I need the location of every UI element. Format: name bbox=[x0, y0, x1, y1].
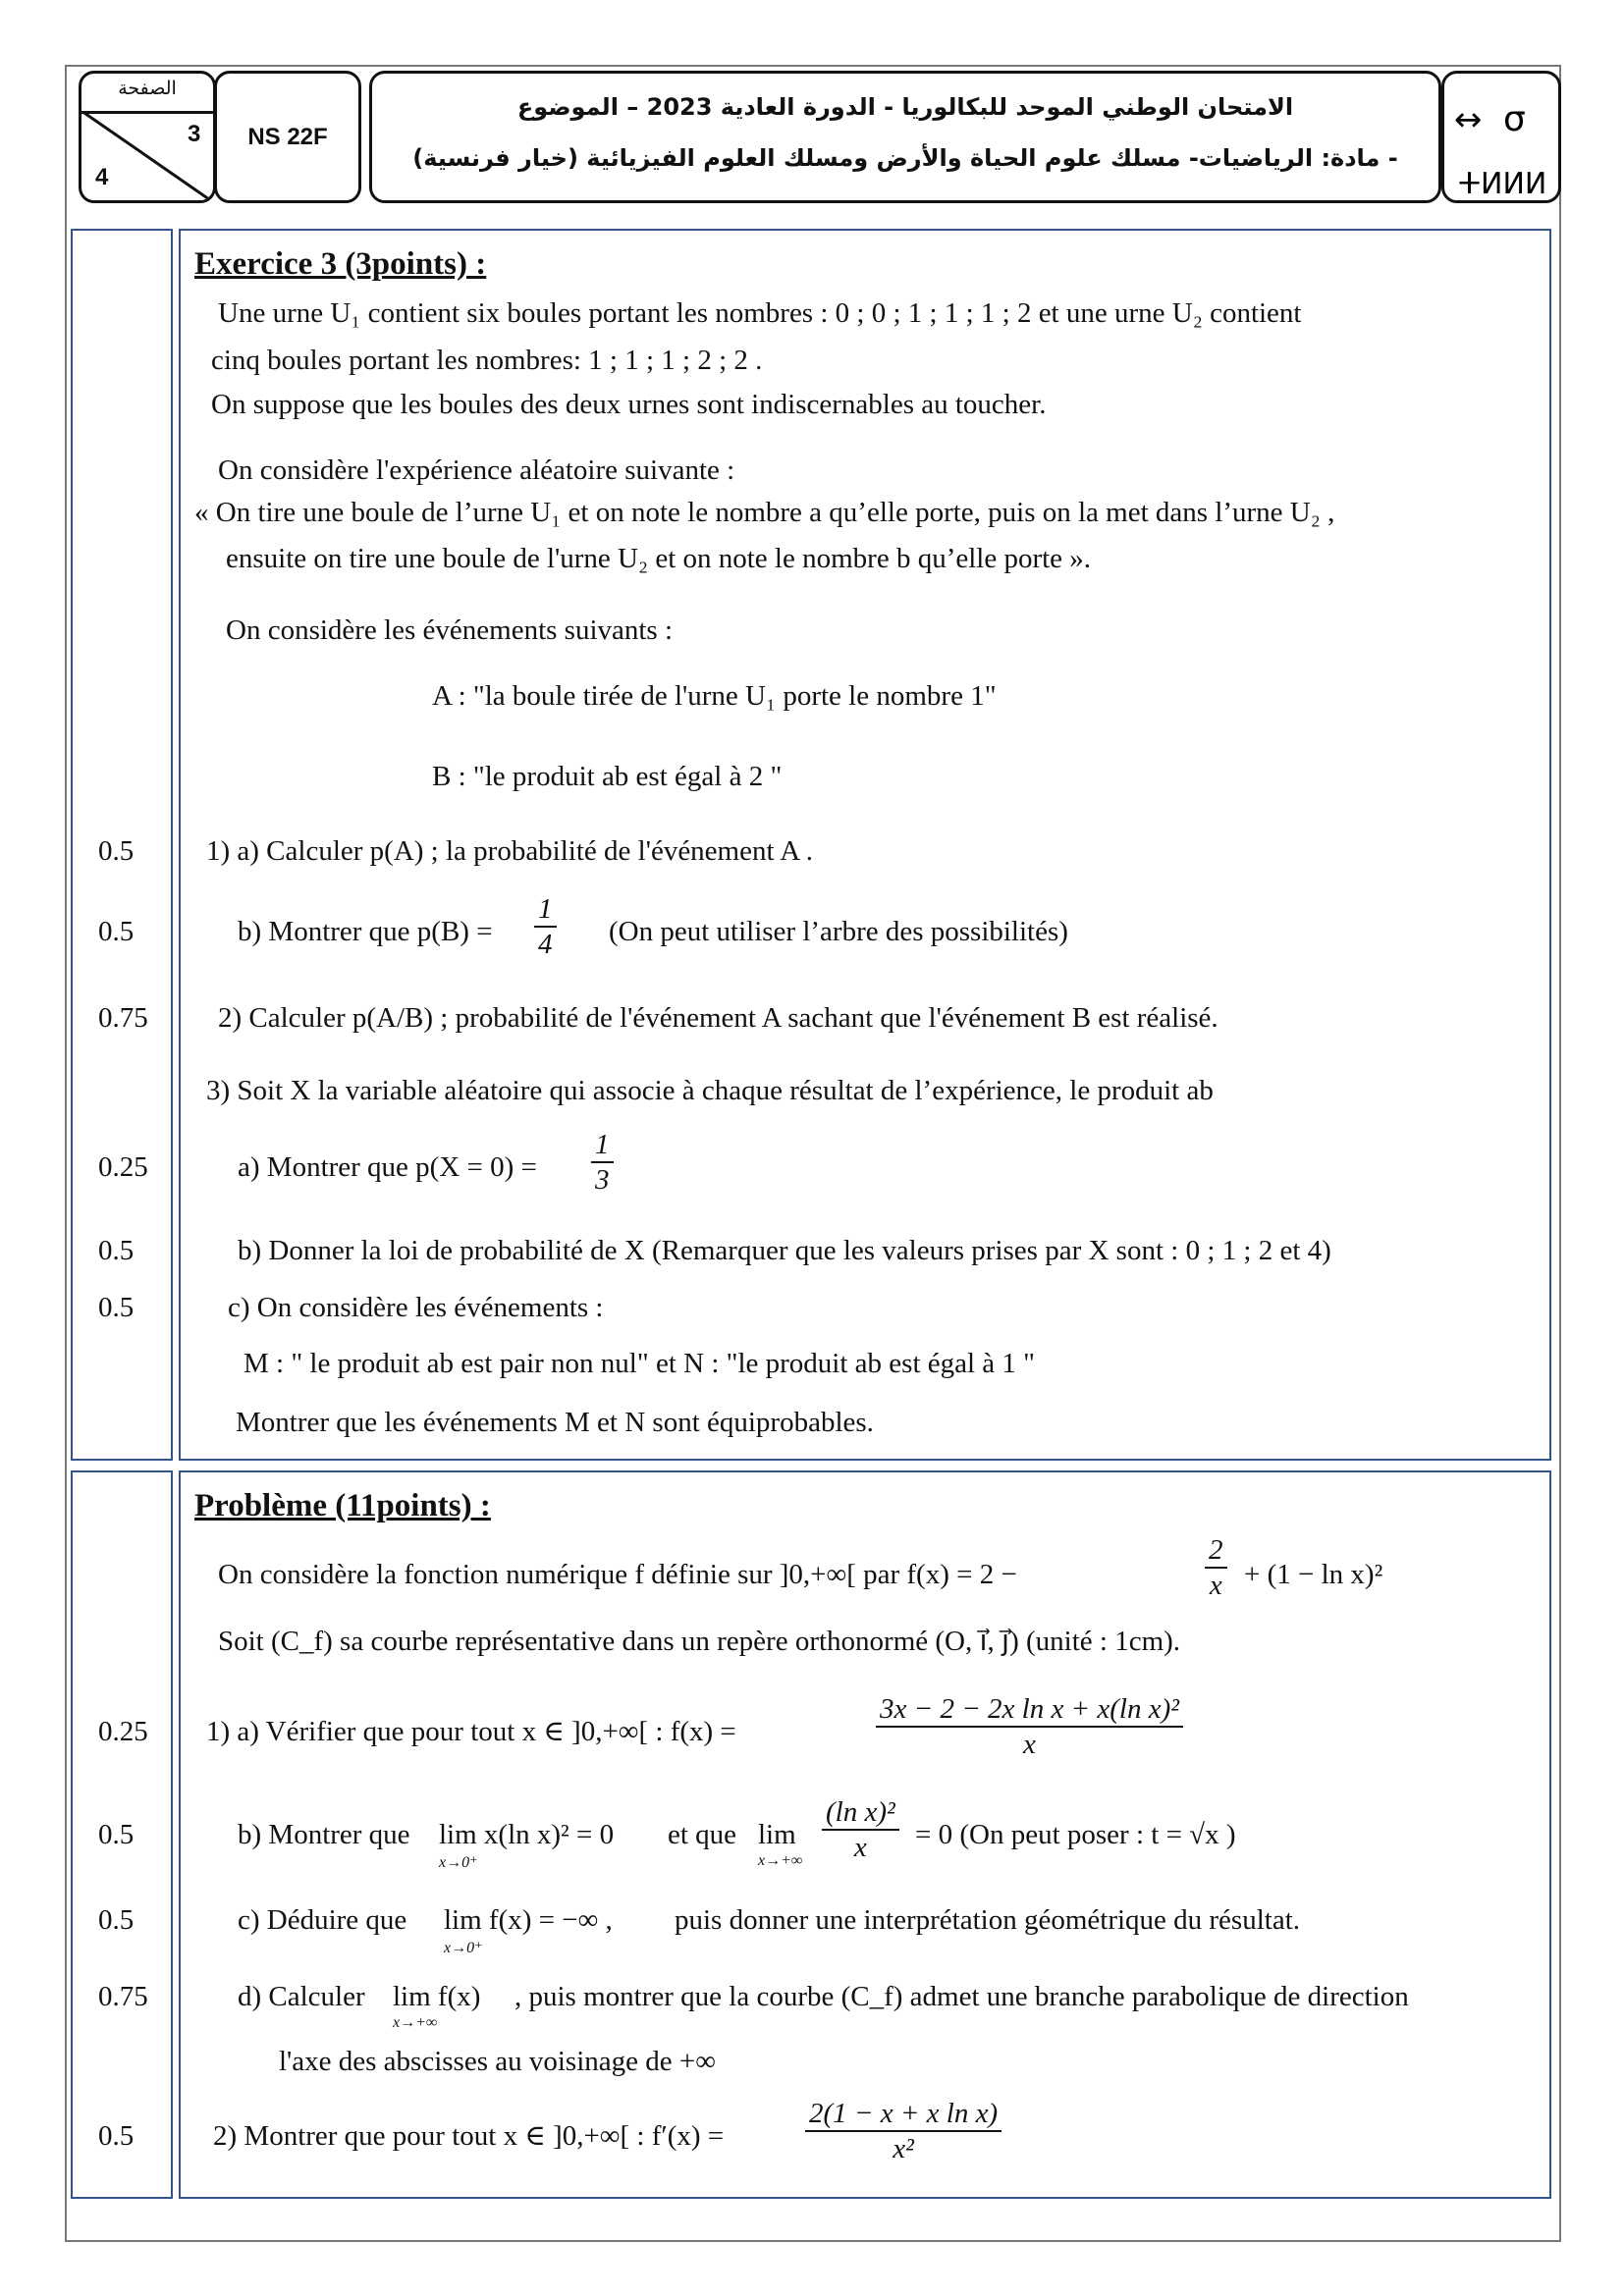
limit-expression bbox=[439, 1819, 615, 1871]
page-current: 3 bbox=[188, 121, 201, 147]
score: 0.5 bbox=[98, 2120, 135, 2152]
limit-subscript: x→0⁺ bbox=[444, 1940, 483, 1956]
ex3-intro-line2: cinq boules portant les nombres: 1 ; 1 ; 1 ; 2 ; 2 . bbox=[211, 345, 763, 376]
question-2: 2) Calculer p(A/B) ; probabilité de l'événement A sachant que l'événement B est réalisé. bbox=[218, 1002, 1218, 1034]
ministry-logo-icon bbox=[1444, 74, 1564, 206]
score: 0.5 bbox=[98, 1904, 135, 1936]
ex3-experience-line1: « On tire une boule de l’urne U₁ et on note le nombre a qu’elle porte, puis on la met dans l’urne U₂ , bbox=[194, 497, 1335, 528]
denominator: x bbox=[1209, 1569, 1222, 1601]
question-3b: b) Donner la loi de probabilité de X (Remarquer que les valeurs prises par X sont : 0 ; 1 ; 2 et 4) bbox=[238, 1235, 1331, 1266]
limit-expression bbox=[758, 1819, 803, 1869]
score: 0.5 bbox=[98, 1292, 135, 1323]
limit-text: lim f(x) bbox=[393, 1981, 481, 2012]
fraction bbox=[591, 1130, 614, 1198]
score: 0.25 bbox=[98, 1716, 148, 1747]
exam-title: الامتحان الوطني الموحد للبكالوريا - الدورة العادية 2023 – الموضوع bbox=[516, 93, 1294, 121]
score: 0.75 bbox=[98, 1002, 148, 1034]
question-1b-hint: (On peut utiliser l’arbre des possibilités) bbox=[609, 916, 1068, 947]
fraction bbox=[805, 2099, 1001, 2166]
numerator: 1 bbox=[591, 1130, 614, 1163]
numerator: 2 bbox=[1205, 1535, 1227, 1569]
denominator: x² bbox=[893, 2132, 914, 2164]
and-text: et que bbox=[668, 1819, 737, 1850]
event-A: A : "la boule tirée de l'urne U₁ porte le nombre 1" bbox=[432, 680, 997, 712]
score: 0.5 bbox=[98, 1235, 135, 1266]
question-1c: c) Déduire que bbox=[238, 1904, 407, 1936]
question-3c: c) On considère les événements : bbox=[228, 1292, 604, 1323]
score: 0.5 bbox=[98, 835, 135, 867]
problem-intro-line1: On considère la fonction numérique f définie sur ]0,+∞[ par f(x) = 2 − bbox=[218, 1559, 1017, 1590]
fraction bbox=[822, 1797, 899, 1865]
fraction bbox=[876, 1694, 1183, 1762]
limit-expression bbox=[393, 1981, 481, 2031]
question-3a: a) Montrer que p(X = 0) = bbox=[238, 1151, 537, 1183]
question-1b: b) Montrer que p(B) = bbox=[238, 916, 493, 947]
probleme-section bbox=[71, 1470, 1551, 2199]
ex3-experience-intro: On considère l'expérience aléatoire suivante : bbox=[218, 454, 735, 486]
question-1d-cont: l'axe des abscisses au voisinage de +∞ bbox=[279, 2046, 716, 2077]
question-1a: 1) a) Calculer p(A) ; la probabilité de l'événement A . bbox=[206, 835, 814, 867]
limit-subscript: x→0⁺ bbox=[439, 1854, 478, 1871]
exam-title-box bbox=[369, 71, 1441, 203]
denominator: x bbox=[1023, 1728, 1036, 1760]
logo-text: ⵜⵍⵍⵍ bbox=[1458, 167, 1547, 201]
exam-subject: - مادة: الرياضيات- مسلك علوم الحياة والأرض ومسلك العلوم الفيزيائية (خيار فرنسية) bbox=[412, 144, 1398, 172]
fraction bbox=[534, 894, 557, 962]
denominator: 4 bbox=[538, 928, 553, 960]
events-M-N: M : " le produit ab est pair non nul" et N : "le produit ab est égal à 1 " bbox=[244, 1348, 1036, 1379]
denominator: x bbox=[853, 1831, 867, 1863]
ex3-experience-line2: ensuite on tire une boule de l'urne U₂ et on note le nombre b qu’elle porte ». bbox=[226, 543, 1092, 574]
score: 0.75 bbox=[98, 1981, 148, 2012]
probleme-title: Problème (11points) : bbox=[194, 1488, 491, 1523]
numerator: 2(1 − x + x ln x) bbox=[805, 2099, 1001, 2132]
question-1c-tail: puis donner une interprétation géométrique du résultat. bbox=[675, 1904, 1301, 1936]
numerator: 3x − 2 − 2x ln x + x(ln x)² bbox=[876, 1694, 1183, 1728]
question-1b: b) Montrer que bbox=[238, 1819, 410, 1850]
fraction bbox=[1205, 1535, 1227, 1603]
question-3: 3) Soit X la variable aléatoire qui associe à chaque résultat de l’expérience, le produit ab bbox=[206, 1075, 1214, 1106]
limit-expression bbox=[444, 1904, 613, 1956]
score: 0.25 bbox=[98, 1151, 148, 1183]
ex3-events-intro: On considère les événements suivants : bbox=[226, 614, 674, 646]
question-3c-show: Montrer que les événements M et N sont équiprobables. bbox=[236, 1407, 874, 1438]
logo-box bbox=[1441, 71, 1561, 203]
limit-subscript: x→+∞ bbox=[393, 2014, 438, 2031]
numerator: 1 bbox=[534, 894, 557, 928]
ex3-intro-line3: On suppose que les boules des deux urnes sont indiscernables au toucher. bbox=[211, 389, 1047, 420]
score: 0.5 bbox=[98, 916, 135, 947]
problem-intro-line2: Soit (C_f) sa courbe représentative dans un repère orthonormé (O, i⃗, j⃗) (unité : 1cm). bbox=[218, 1626, 1181, 1657]
page-total: 4 bbox=[95, 164, 109, 190]
limit-subscript: x→+∞ bbox=[758, 1852, 803, 1869]
page-label: الصفحة bbox=[118, 78, 177, 99]
denominator: 3 bbox=[595, 1163, 610, 1196]
exercise3-section bbox=[71, 229, 1551, 1461]
limit-text: lim x(ln x)² = 0 bbox=[439, 1819, 615, 1850]
ex3-intro-line1: Une urne U₁ contient six boules portant les nombres : 0 ; 0 ; 1 ; 1 ; 1 ; 2 et une urne U₂ contient bbox=[218, 297, 1302, 329]
question-1b-tail: = 0 (On peut poser : t = √x ) bbox=[915, 1819, 1236, 1850]
question-1a: 1) a) Vérifier que pour tout x ∈ ]0,+∞[ : f(x) = bbox=[206, 1716, 736, 1747]
exercise3-title: Exercice 3 (3points) : bbox=[194, 246, 487, 282]
svg-text:σ: σ bbox=[1503, 99, 1526, 139]
question-1d-tail: , puis montrer que la courbe (C_f) admet une branche parabolique de direction bbox=[514, 1981, 1409, 2012]
event-B: B : "le produit ab est égal à 2 " bbox=[432, 761, 783, 792]
exam-code: NS 22F bbox=[214, 71, 361, 203]
svg-text:↔: ↔ bbox=[1454, 100, 1483, 139]
numerator: (ln x)² bbox=[822, 1797, 899, 1831]
score: 0.5 bbox=[98, 1819, 135, 1850]
limit-text: lim bbox=[758, 1819, 796, 1850]
question-2: 2) Montrer que pour tout x ∈ ]0,+∞[ : f′(x) = bbox=[213, 2120, 725, 2152]
question-1d: d) Calculer bbox=[238, 1981, 365, 2012]
problem-intro-tail: + (1 − ln x)² bbox=[1244, 1559, 1383, 1590]
limit-text: lim f(x) = −∞ , bbox=[444, 1904, 613, 1936]
page-number-box bbox=[79, 71, 216, 203]
